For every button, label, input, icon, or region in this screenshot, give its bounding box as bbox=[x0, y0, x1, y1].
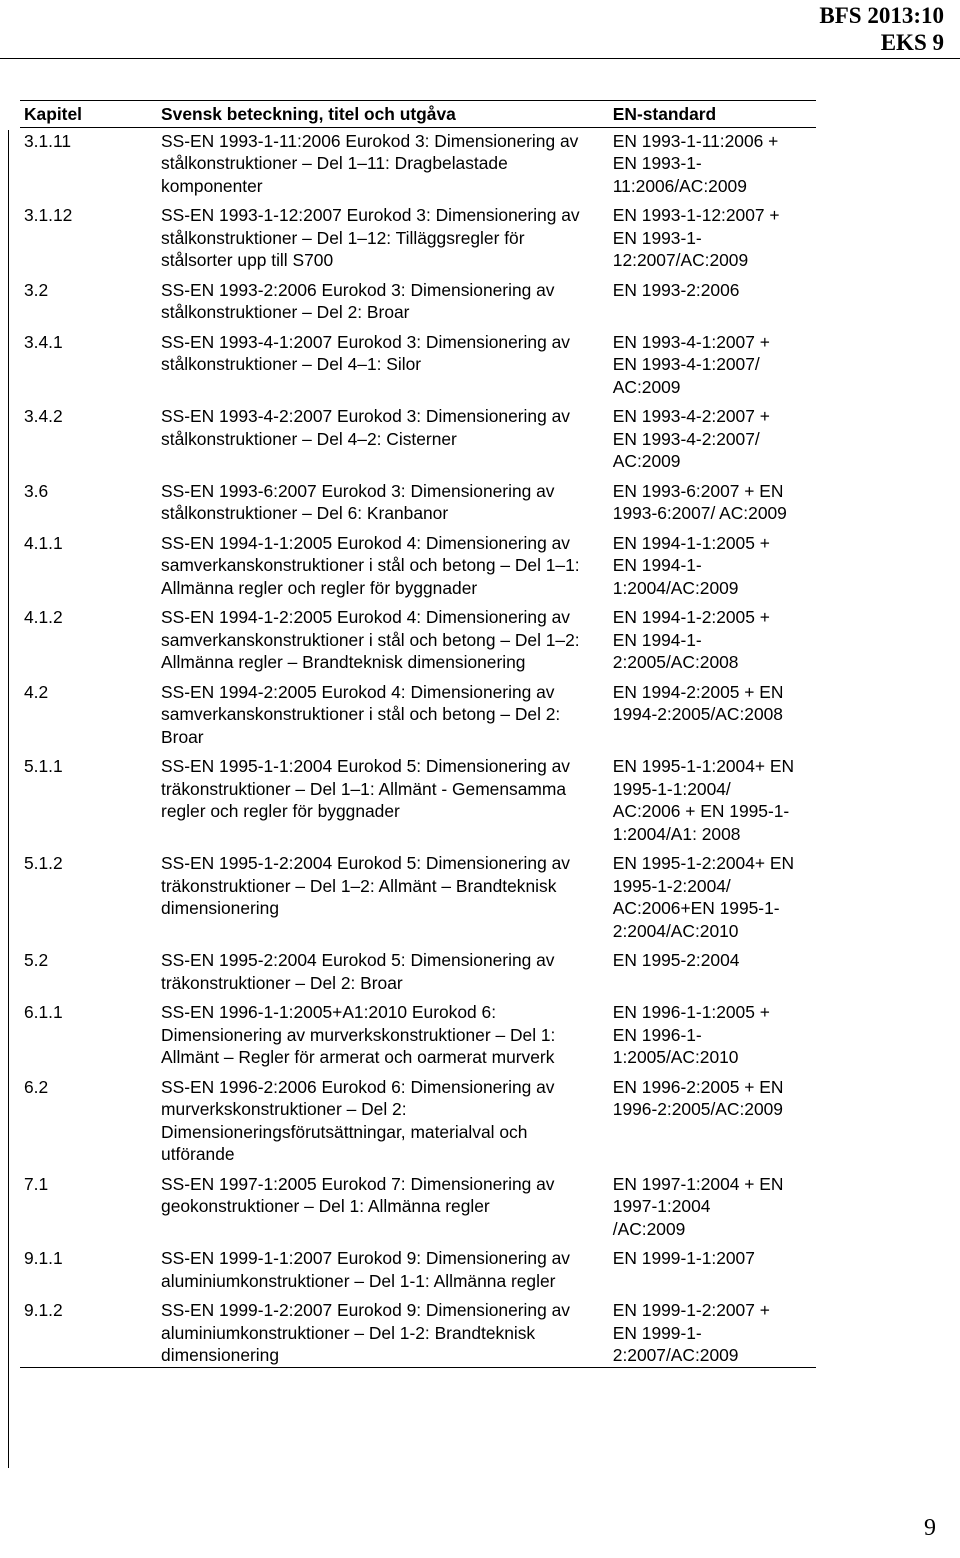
column-header-title: Svensk beteckning, titel och utgåva bbox=[161, 101, 613, 128]
table-row bbox=[20, 1076, 816, 1173]
en-standard-cell: EN 1999-1-1:2007 bbox=[612, 1248, 755, 1268]
document-header bbox=[819, 2, 944, 56]
chapter-cell: 7.1 bbox=[24, 1173, 49, 1194]
chapter-cell: 4.1.1 bbox=[24, 532, 63, 553]
en-standard-cell: EN 1995-1-1:2004+ EN 1995-1-1:2004/ AC:2006 + EN 1995-1- 1:2004/A1: 2008 bbox=[612, 756, 795, 844]
chapter-cell: 3.1.12 bbox=[24, 205, 73, 225]
en-standard-cell: EN 1995-2:2004 bbox=[612, 950, 740, 970]
title-cell: SS-EN 1996-2:2006 Eurokod 6: Dimensionering av murverkskonstruktioner – Del 2: Dimensioneringsförutsättningar, materialval och utförande bbox=[161, 1076, 555, 1164]
title-cell: SS-EN 1999-1-2:2007 Eurokod 9: Dimensionering av aluminiumkonstruktioner – Del 1-2: Brandteknisk dimensionering bbox=[161, 1299, 613, 1367]
title-cell: SS-EN 1993-1-12:2007 Eurokod 3: Dimensionering av stålkonstruktioner – Del 1–12: Tilläggsregler för stålsorter upp till S700 bbox=[161, 205, 580, 270]
chapter-cell: 9.1.1 bbox=[24, 1248, 63, 1268]
column-header-en-standard: EN-standard bbox=[613, 101, 816, 128]
en-standard-cell: EN 1996-1-1:2005 + EN 1996-1- 1:2005/AC:2010 bbox=[612, 1002, 770, 1067]
table-row bbox=[20, 1173, 816, 1248]
table-row bbox=[20, 1299, 816, 1367]
table-row bbox=[20, 1247, 816, 1299]
chapter-cell: 3.1.11 bbox=[24, 130, 72, 151]
chapter-cell: 4.1.2 bbox=[24, 607, 63, 627]
en-standard-cell: EN 1997-1:2004 + EN 1997-1:2004 /AC:2009 bbox=[612, 1173, 784, 1239]
table-row bbox=[20, 532, 816, 607]
en-standard-cell: EN 1995-1-2:2004+ EN 1995-1-2:2004/ AC:2006+EN 1995-1- 2:2004/AC:2010 bbox=[612, 853, 795, 941]
en-standard-cell: EN 1993-6:2007 + EN 1993-6:2007/ AC:2009 bbox=[612, 480, 787, 523]
table-row bbox=[20, 331, 816, 406]
chapter-cell: 3.6 bbox=[24, 480, 49, 501]
chapter-cell: 9.1.2 bbox=[20, 1299, 161, 1367]
table-row bbox=[20, 1001, 816, 1076]
title-cell: SS-EN 1993-4-2:2007 Eurokod 3: Dimensionering av stålkonstruktioner – Del 4–2: Cisterner bbox=[161, 406, 570, 449]
table-row bbox=[20, 279, 816, 331]
table-row bbox=[20, 606, 816, 681]
header-regulation-code: BFS 2013:10 bbox=[819, 3, 944, 28]
title-cell: SS-EN 1994-2:2005 Eurokod 4: Dimensionering av samverkanskonstruktioner i stål och betong – Del 2: Broar bbox=[161, 681, 561, 747]
chapter-cell: 3.4.2 bbox=[24, 406, 63, 426]
table-row bbox=[20, 127, 816, 204]
margin-change-bar bbox=[8, 130, 9, 1468]
title-cell: SS-EN 1995-1-2:2004 Eurokod 5: Dimensionering av träkonstruktioner – Del 1–2: Allmänt – Brandteknisk dimensionering bbox=[161, 853, 570, 918]
en-standard-cell: EN 1993-2:2006 bbox=[612, 279, 740, 300]
table-row bbox=[20, 852, 816, 949]
chapter-cell: 6.1.1 bbox=[24, 1002, 63, 1022]
title-cell: SS-EN 1995-2:2004 Eurokod 5: Dimensionering av träkonstruktioner – Del 2: Broar bbox=[161, 950, 555, 993]
header-divider bbox=[0, 58, 960, 59]
chapter-cell: 5.1.1 bbox=[24, 756, 63, 776]
en-standard-cell: EN 1994-1-1:2005 + EN 1994-1- 1:2004/AC:2009 bbox=[612, 532, 770, 598]
table-row bbox=[20, 681, 816, 756]
chapter-cell: 6.2 bbox=[24, 1076, 49, 1097]
en-standard-cell: EN 1993-1-12:2007 + EN 1993-1- 12:2007/AC:2009 bbox=[612, 205, 780, 270]
title-cell: SS-EN 1994-1-1:2005 Eurokod 4: Dimensionering av samverkanskonstruktioner i stål och betong – Del 1–1: Allmänna regler och regler för byggnader bbox=[161, 532, 580, 598]
title-cell: SS-EN 1993-2:2006 Eurokod 3: Dimensionering av stålkonstruktioner – Del 2: Broar bbox=[161, 279, 555, 322]
title-cell: SS-EN 1999-1-1:2007 Eurokod 9: Dimensionering av aluminiumkonstruktioner – Del 1-1: Allmänna regler bbox=[161, 1248, 570, 1291]
en-standard-cell: EN 1996-2:2005 + EN 1996-2:2005/AC:2009 bbox=[612, 1076, 784, 1119]
chapter-cell: 5.1.2 bbox=[24, 853, 63, 873]
header-regulation-name: EKS 9 bbox=[880, 30, 944, 55]
title-cell: SS-EN 1994-1-2:2005 Eurokod 4: Dimensionering av samverkanskonstruktioner i stål och betong – Del 1–2: Allmänna regler – Brandteknisk dimensionering bbox=[161, 607, 580, 672]
column-header-chapter: Kapitel bbox=[20, 101, 161, 128]
title-cell: SS-EN 1996-1-1:2005+A1:2010 Eurokod 6: Dimensionering av murverkskonstruktioner – Del 1: Allmänt – Regler för armerat och oarmerat murverk bbox=[161, 1002, 556, 1067]
table-row bbox=[20, 949, 816, 1001]
en-standard-cell: EN 1993-1-11:2006 + EN 1993-1- 11:2006/AC:2009 bbox=[612, 130, 779, 196]
chapter-cell: 3.4.1 bbox=[24, 331, 63, 352]
chapter-cell: 4.2 bbox=[24, 681, 49, 702]
table-row bbox=[20, 204, 816, 279]
title-cell: SS-EN 1995-1-1:2004 Eurokod 5: Dimensionering av träkonstruktioner – Del 1–1: Allmänt - Gemensamma regler och regler för byggnader bbox=[161, 756, 570, 821]
en-standard-cell: EN 1994-2:2005 + EN 1994-2:2005/AC:2008 bbox=[612, 681, 784, 724]
title-cell: SS-EN 1993-6:2007 Eurokod 3: Dimensionering av stålkonstruktioner – Del 6: Kranbanor bbox=[161, 480, 555, 523]
title-cell: SS-EN 1993-4-1:2007 Eurokod 3: Dimensionering av stålkonstruktioner – Del 4–1: Silor bbox=[161, 331, 570, 374]
en-standard-cell: EN 1999-1-2:2007 + EN 1999-1- 2:2007/AC:2009 bbox=[613, 1299, 816, 1367]
title-cell: SS-EN 1993-1-11:2006 Eurokod 3: Dimensionering av stålkonstruktioner – Del 1–11: Dragbelastade komponenter bbox=[161, 130, 579, 196]
chapter-cell: 5.2 bbox=[24, 950, 49, 970]
table-row bbox=[20, 755, 816, 852]
en-standard-cell: EN 1994-1-2:2005 + EN 1994-1- 2:2005/AC:2008 bbox=[612, 607, 770, 672]
en-standard-cell: EN 1993-4-1:2007 + EN 1993-4-1:2007/ AC:2009 bbox=[612, 331, 770, 397]
table-header-row bbox=[20, 101, 816, 128]
title-cell: SS-EN 1997-1:2005 Eurokod 7: Dimensionering av geokonstruktioner – Del 1: Allmänna regler bbox=[161, 1173, 555, 1216]
chapter-cell: 3.2 bbox=[24, 279, 49, 300]
table-row bbox=[20, 405, 816, 480]
page-number: 9 bbox=[924, 1515, 936, 1541]
table-row bbox=[20, 480, 816, 532]
en-standard-cell: EN 1993-4-2:2007 + EN 1993-4-2:2007/ AC:2009 bbox=[612, 406, 770, 471]
standards-table bbox=[20, 100, 816, 1368]
